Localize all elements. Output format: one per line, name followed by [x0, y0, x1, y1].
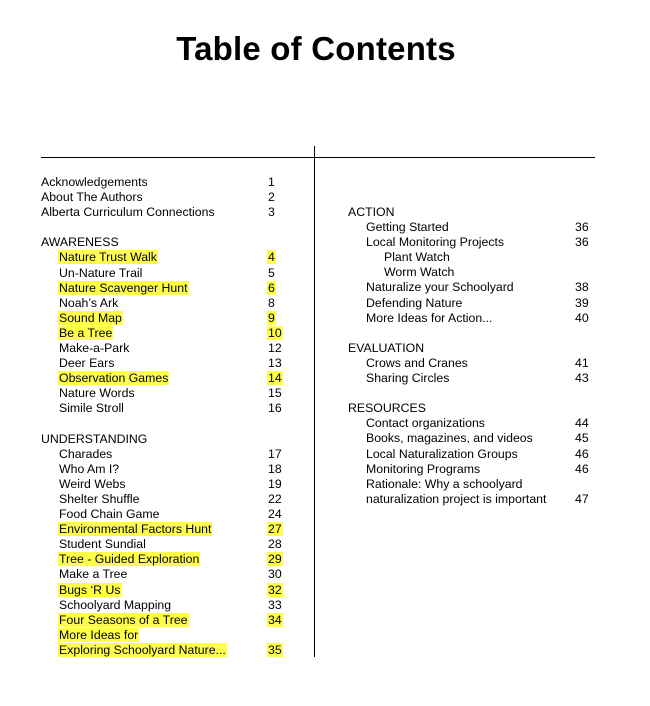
- horizontal-rule: [41, 157, 595, 158]
- toc-entry-page: 22: [268, 491, 282, 506]
- toc-entry: [41, 371, 291, 386]
- toc-entry-label: Nature Trust Walk: [59, 250, 157, 265]
- toc-entry: [348, 296, 598, 311]
- toc-entry: [348, 416, 598, 431]
- toc-entry-page: 28: [268, 537, 282, 552]
- column-divider: [314, 146, 315, 657]
- toc-entry-page: 9: [268, 310, 275, 325]
- toc-entry: [41, 462, 291, 477]
- toc-entry: [348, 356, 598, 371]
- toc-section-heading: [348, 205, 598, 220]
- toc-entry: [41, 386, 291, 401]
- toc-entry: [41, 341, 291, 356]
- toc-entry: [41, 175, 291, 190]
- toc-entry-label: Acknowledgements: [41, 175, 148, 189]
- toc-entry-label: Weird Webs: [59, 476, 126, 491]
- toc-entry-page: 16: [268, 401, 282, 416]
- toc-entry: [41, 281, 291, 296]
- toc-entry-label: naturalization project is important: [366, 491, 547, 506]
- toc-entry: [41, 326, 291, 341]
- toc-entry-page: 4: [268, 250, 275, 265]
- toc-entry-page: 40: [575, 310, 589, 325]
- toc-entry-label: UNDERSTANDING: [41, 431, 148, 446]
- toc-entry-label: More Ideas for Action...: [366, 310, 493, 325]
- toc-entry-page: 43: [575, 371, 589, 386]
- toc-entry: [41, 311, 291, 326]
- toc-entry-page: 8: [268, 295, 275, 310]
- toc-entry: [41, 598, 291, 613]
- toc-entry: [41, 190, 291, 205]
- toc-entry-page: 29: [268, 552, 282, 567]
- toc-entry-label: Naturalize your Schoolyard: [366, 280, 514, 295]
- toc-entry: [348, 220, 598, 235]
- toc-entry-label: Sharing Circles: [366, 371, 450, 386]
- toc-entry: [41, 583, 291, 598]
- toc-entry-label: Charades: [59, 446, 113, 461]
- toc-entry-page: 10: [268, 325, 282, 340]
- toc-entry-label: Crows and Cranes: [366, 355, 468, 370]
- toc-section-heading: [348, 341, 598, 356]
- toc-entry-page: 13: [268, 356, 282, 371]
- toc-entry-label: Bugs ‘R Us: [59, 582, 121, 597]
- toc-entry-page: 46: [575, 461, 589, 476]
- toc-entry-label: Defending Nature: [366, 295, 463, 310]
- toc-entry-label: Food Chain Game: [59, 507, 160, 522]
- toc-entry: [348, 431, 598, 446]
- toc-entry-label: Environmental Factors Hunt: [59, 522, 212, 537]
- toc-entry-page: 34: [268, 612, 282, 627]
- toc-entry: [41, 205, 291, 220]
- toc-entry-page: 27: [268, 522, 282, 537]
- toc-entry-page: 5: [268, 265, 275, 280]
- toc-entry: [41, 356, 291, 371]
- toc-entry: [41, 567, 291, 582]
- toc-entry: [41, 447, 291, 462]
- toc-entry-page: 15: [268, 386, 282, 401]
- toc-right-column: [348, 205, 598, 507]
- toc-entry-page: 33: [268, 597, 282, 612]
- toc-entry-page: 3: [268, 205, 275, 220]
- toc-entry-label: Schoolyard Mapping: [59, 597, 172, 612]
- toc-entry-page: 47: [575, 491, 589, 506]
- toc-entry: [41, 552, 291, 567]
- toc-entry-label: Exploring Schoolyard Nature...: [59, 642, 226, 657]
- toc-entry: [41, 522, 291, 537]
- toc-entry-label: Make-a-Park: [59, 341, 130, 356]
- toc-entry: [41, 643, 291, 658]
- toc-entry-page: 18: [268, 461, 282, 476]
- toc-entry: [348, 235, 598, 250]
- toc-entry-label: Nature Scavenger Hunt: [59, 280, 188, 295]
- toc-entry-label: Contact organizations: [366, 416, 485, 431]
- toc-entry-label: Sound Map: [59, 310, 122, 325]
- toc-entry-page: 1: [268, 175, 275, 189]
- toc-section-heading: [348, 250, 598, 265]
- toc-entry: [41, 492, 291, 507]
- toc-entry-label: EVALUATION: [348, 340, 425, 355]
- toc-entry-page: 24: [268, 507, 282, 522]
- toc-entry-label: Alberta Curriculum Connections: [41, 205, 215, 220]
- toc-entry-page: 45: [575, 431, 589, 446]
- toc-entry: [41, 507, 291, 522]
- toc-entry-page: 30: [268, 567, 282, 582]
- toc-section-heading: [41, 628, 291, 643]
- toc-entry: [348, 280, 598, 295]
- toc-entry-page: 17: [268, 446, 282, 461]
- toc-left-column: [41, 175, 291, 658]
- toc-entry-label: Local Naturalization Groups: [366, 446, 518, 461]
- toc-entry-label: Rationale: Why a schoolyard: [366, 476, 523, 491]
- toc-entry-page: 41: [575, 355, 589, 370]
- toc-entry: [41, 537, 291, 552]
- toc-entry: [348, 371, 598, 386]
- toc-entry-label: Shelter Shuffle: [59, 491, 140, 506]
- toc-entry: [348, 311, 598, 326]
- toc-entry: [348, 492, 598, 507]
- toc-entry-page: 6: [268, 280, 275, 295]
- toc-entry-label: Make a Tree: [59, 567, 128, 582]
- toc-entry-page: 46: [575, 446, 589, 461]
- toc-entry-page: 36: [575, 235, 589, 250]
- toc-entry: [41, 296, 291, 311]
- toc-entry-label: RESOURCES: [348, 401, 426, 416]
- toc-entry-label: Observation Games: [59, 371, 169, 386]
- toc-entry-label: Worm Watch: [384, 265, 455, 280]
- toc-entry-page: 14: [268, 371, 282, 386]
- toc-section-heading: [41, 235, 291, 250]
- toc-entry-label: Noah’s Ark: [59, 295, 119, 310]
- toc-entry-page: 32: [268, 582, 282, 597]
- toc-entry-page: 39: [575, 295, 589, 310]
- toc-entry: [348, 447, 598, 462]
- toc-entry-page: 12: [268, 341, 282, 356]
- toc-entry-page: 38: [575, 280, 589, 295]
- toc-entry: [41, 613, 291, 628]
- toc-entry-page: 44: [575, 416, 589, 431]
- toc-entry: [348, 462, 598, 477]
- toc-entry-label: Getting Started: [366, 220, 449, 235]
- toc-entry-label: Un-Nature Trail: [59, 265, 143, 280]
- toc-entry: [41, 250, 291, 265]
- toc-entry-page: 36: [575, 220, 589, 235]
- page-title: Table of Contents: [176, 30, 456, 67]
- toc-entry-label: Who Am I?: [59, 461, 120, 476]
- toc-entry-label: Nature Words: [59, 386, 135, 401]
- toc-entry-label: ACTION: [348, 205, 395, 219]
- toc-entry: [41, 266, 291, 281]
- toc-entry-page: 2: [268, 190, 275, 205]
- toc-entry-label: Tree - Guided Exploration: [59, 552, 200, 567]
- toc-entry-label: Local Monitoring Projects: [366, 235, 505, 250]
- toc-section-heading: [348, 477, 598, 492]
- toc-entry: [41, 477, 291, 492]
- toc-entry-label: About The Authors: [41, 190, 143, 205]
- toc-entry-label: Deer Ears: [59, 356, 115, 371]
- toc-entry-label: Be a Tree: [59, 325, 113, 340]
- toc-section-heading: [348, 265, 598, 280]
- toc-entry: [41, 401, 291, 416]
- toc-entry-label: More Ideas for: [59, 627, 139, 642]
- toc-entry-label: Plant Watch: [384, 250, 450, 265]
- toc-entry-label: Simile Stroll: [59, 401, 124, 416]
- toc-entry-label: Books, magazines, and videos: [366, 431, 533, 446]
- toc-entry-label: AWARENESS: [41, 235, 119, 250]
- toc-entry-label: Monitoring Programs: [366, 461, 481, 476]
- toc-entry-label: Student Sundial: [59, 537, 146, 552]
- toc-section-heading: [41, 432, 291, 447]
- toc-entry-page: 35: [268, 642, 282, 657]
- toc-section-heading: [348, 401, 598, 416]
- toc-entry-page: 19: [268, 476, 282, 491]
- toc-entry-label: Four Seasons of a Tree: [59, 612, 188, 627]
